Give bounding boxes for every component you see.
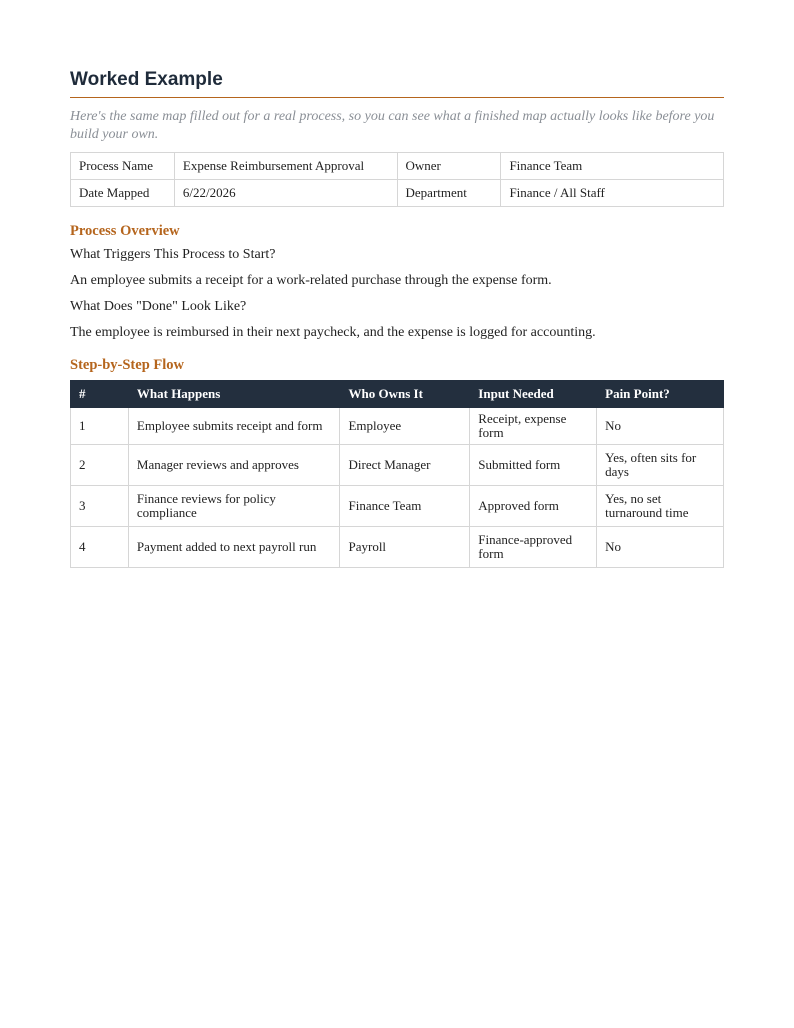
step-input: Receipt, expense form	[470, 408, 597, 445]
step-input: Approved form	[470, 486, 597, 527]
process-info-table	[70, 152, 724, 207]
step-what-happens: Manager reviews and approves	[128, 445, 340, 486]
document-page	[70, 68, 724, 568]
process-name-label: Process Name	[71, 153, 175, 180]
step-flow-table	[70, 380, 724, 568]
step-flow-heading: Step-by-Step Flow	[70, 357, 184, 373]
department-value: Finance / All Staff	[501, 180, 724, 207]
step-pain-point: No	[597, 527, 724, 568]
step-owner: Payroll	[340, 527, 470, 568]
done-question: What Does "Done" Look Like?	[70, 299, 247, 314]
step-pain-point: Yes, often sits for days	[597, 445, 724, 486]
owner-label: Owner	[397, 153, 501, 180]
column-header-what-happens: What Happens	[128, 381, 340, 408]
step-input: Submitted form	[470, 445, 597, 486]
table-row	[71, 445, 724, 486]
table-row	[71, 486, 724, 527]
intro-text: Here's the same map filled out for a real process, so you can see what a finished map actually looks like before you build your own.	[70, 109, 715, 142]
department-label: Department	[397, 180, 501, 207]
step-pain-point: Yes, no set turnaround time	[597, 486, 724, 527]
step-number: 4	[71, 527, 129, 568]
table-row	[71, 180, 724, 207]
trigger-question: What Triggers This Process to Start?	[70, 247, 276, 262]
trigger-answer: An employee submits a receipt for a work-related purchase through the expense form.	[70, 273, 552, 288]
column-header-pain-point: Pain Point?	[597, 381, 724, 408]
step-owner: Direct Manager	[340, 445, 470, 486]
column-header-number: #	[71, 381, 129, 408]
step-what-happens: Payment added to next payroll run	[128, 527, 340, 568]
process-name-value: Expense Reimbursement Approval	[174, 153, 397, 180]
step-owner: Employee	[340, 408, 470, 445]
page-title: Worked Example	[70, 68, 724, 98]
column-header-who-owns-it: Who Owns It	[340, 381, 470, 408]
date-mapped-label: Date Mapped	[71, 180, 175, 207]
done-answer: The employee is reimbursed in their next paycheck, and the expense is logged for accounting.	[70, 325, 596, 340]
step-number: 1	[71, 408, 129, 445]
date-mapped-value: 6/22/2026	[174, 180, 397, 207]
step-number: 2	[71, 445, 129, 486]
table-row	[71, 408, 724, 445]
step-input: Finance-approved form	[470, 527, 597, 568]
process-overview-heading: Process Overview	[70, 223, 180, 239]
owner-value: Finance Team	[501, 153, 724, 180]
table-row	[71, 153, 724, 180]
step-what-happens: Finance reviews for policy compliance	[128, 486, 340, 527]
column-header-input-needed: Input Needed	[470, 381, 597, 408]
table-row	[71, 527, 724, 568]
step-number: 3	[71, 486, 129, 527]
step-what-happens: Employee submits receipt and form	[128, 408, 340, 445]
step-owner: Finance Team	[340, 486, 470, 527]
table-header-row	[71, 381, 724, 408]
step-pain-point: No	[597, 408, 724, 445]
